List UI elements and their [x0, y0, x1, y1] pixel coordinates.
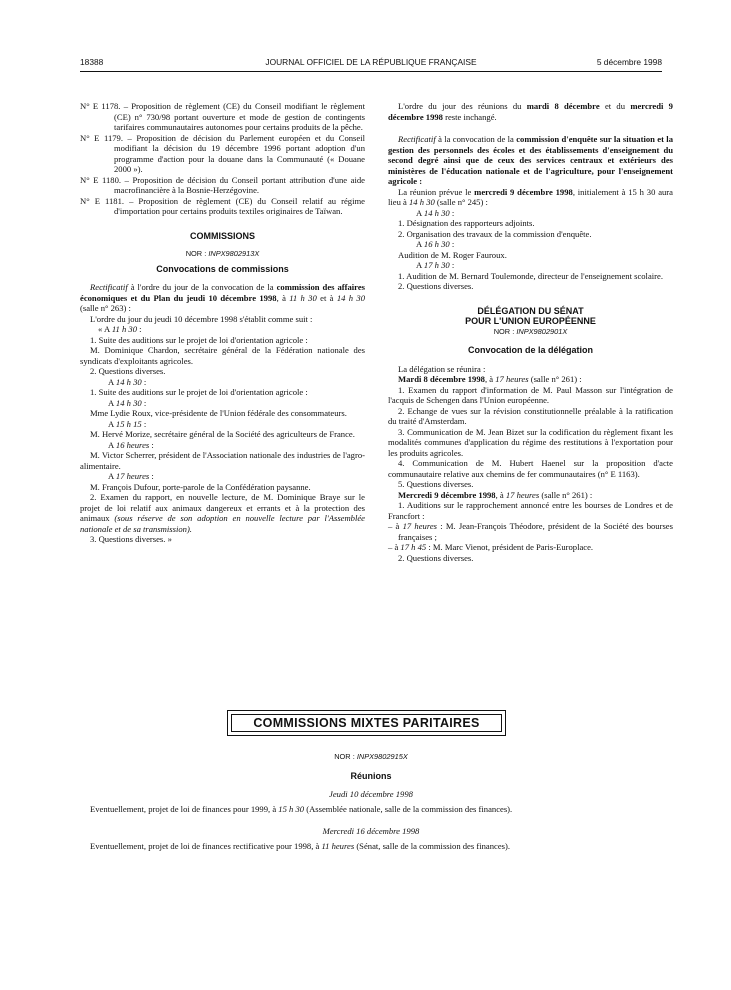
- paragraph: 2. Questions diverses.: [90, 366, 166, 376]
- paragraph: 1. Examen du rapport d'information de M. Paul Masson sur l'intégration de l'acquis de Schengen dans l'Union européenne.: [388, 384, 673, 405]
- list-item: – à 17 h 45 : M. Marc Vienot, président de Paris-Europlace.: [388, 542, 594, 552]
- paragraph: 2. Echange de vues sur la révision constitutionnelle préalable à la ratification du traité d'Amsterdam.: [388, 405, 673, 426]
- nor-reference: NOR : INPX9802915X: [334, 752, 408, 761]
- cmp-heading-box: [227, 710, 506, 736]
- rectificatif-paragraph: Rectificatif à la convocation de la commission d'enquête sur la situation et la gestion des personnels des écoles et des établissements d'enseignement du second degré ainsi que de ceux des services centraux et extérieurs des ministères de l'éducation nationale et de l'agriculture, pour l'enseignement agricole :: [388, 134, 673, 186]
- meeting-date: Mercredi 9 décembre 1998, à 17 heures (salle n° 261) :: [398, 489, 593, 500]
- paragraph: 1. Auditions sur le rapprochement annoncé entre les bourses de Londres et de Francfort :: [388, 500, 673, 521]
- page-number: 18388: [80, 57, 104, 67]
- issue-date: 5 décembre 1998: [596, 57, 662, 67]
- list-item: N° E 1179. – Proposition de décision du Parlement européen et du Conseil modifiant la décision du 19 décembre 1996 portant adoption d'un programme d'action pour la douane dans la Communauté (« Douane 2000 »).: [80, 132, 365, 174]
- subheading-convocations: Convocations de commissions: [156, 263, 289, 274]
- paragraph: 4. Communication de M. Hubert Haenel sur la proposition d'acte communautaire relative aux chemins de fer communautaires (n° E 1163).: [388, 458, 673, 479]
- left-column: [80, 101, 365, 545]
- paragraph: 3. Communication de M. Jean Bizet sur la codification du règlement fixant les modalités communes d'application du régime des restitutions à l'exportation pour les produits agricoles.: [388, 426, 673, 458]
- meeting-date: Jeudi 10 décembre 1998: [329, 789, 413, 799]
- time-heading: A 17 heures :: [108, 471, 154, 481]
- paragraph: M. François Dufour, porte-parole de la Confédération paysanne.: [90, 481, 311, 492]
- paragraph: 2. Questions diverses.: [398, 552, 474, 563]
- paragraph: 2. Organisation des travaux de la commission d'enquête.: [398, 228, 592, 239]
- section-heading-delegation: DÉLÉGATION DU SÉNAT POUR L'UNION EUROPÉENNE: [465, 305, 596, 326]
- time-heading: « A 11 h 30 :: [98, 324, 142, 334]
- paragraph: Mme Lydie Roux, vice-présidente de l'Union fédérale des consommateurs.: [90, 408, 347, 418]
- meeting-date: Mardi 8 décembre 1998, à 17 heures (salle n° 261) :: [398, 374, 582, 384]
- running-header: [80, 57, 662, 69]
- paragraph: La délégation se réunira :: [398, 363, 486, 374]
- paragraph: L'ordre du jour du jeudi 10 décembre 1998 s'établit comme suit :: [90, 313, 313, 324]
- nor-reference: NOR : INPX9802913X: [185, 249, 260, 258]
- right-column: [388, 101, 673, 563]
- time-heading: A 17 h 30 :: [416, 260, 455, 270]
- section-heading-commissions: COMMISSIONS: [189, 230, 255, 241]
- nor-reference: NOR : INPX9802901X: [493, 326, 568, 336]
- paragraph: 1. Suite des auditions sur le projet de loi d'orientation agricole :: [90, 387, 308, 397]
- meeting-date: Mercredi 16 décembre 1998: [322, 826, 420, 836]
- cmp-section: [80, 752, 662, 851]
- time-heading: A 16 heures :: [108, 439, 154, 450]
- paragraph: La réunion prévue le mercredi 9 décembre 1998, initialement à 15 h 30 aura lieu à 14 h 30 (salle n° 245) :: [388, 186, 673, 207]
- list-item: N° E 1181. – Proposition de règlement (CE) du Conseil relatif au régime d'importation pour certains produits textiles originaires de Taïwan.: [80, 195, 365, 216]
- rectificatif-paragraph: Rectificatif à l'ordre du jour de la convocation de la commission des affaires économiques et du Plan du jeudi 10 décembre 1998, à 11 h 30 et à 14 h 30 (salle n° 263) :: [80, 282, 366, 313]
- time-heading: A 16 h 30 :: [416, 239, 455, 249]
- list-item: – à 17 heures : M. Jean-François Théodore, président de la Société des bourses françaises ;: [388, 521, 673, 542]
- paragraph: Audition de M. Roger Fauroux.: [398, 249, 507, 260]
- paragraph: 2. Examen du rapport, en nouvelle lecture, de M. Dominique Braye sur le projet de loi relatif aux animaux dangereux et errants et à la protection des animaux (sous réserve de son adoption en nouvelle lecture par l'Assemblée nationale et de sa transmission).: [80, 492, 365, 534]
- paragraph: Eventuellement, projet de loi de finances rectificative pour 1998, à 11 heures (Sénat, salle de la commission des finances).: [90, 840, 511, 851]
- paragraph: M. Dominique Chardon, secrétaire général de la Fédération nationale des syndicats d'exploitants agricoles.: [80, 345, 365, 366]
- paragraph: 2. Questions diverses.: [398, 281, 474, 291]
- list-item: N° E 1180. – Proposition de décision du Conseil portant attribution d'une aide macrofinancière à la Bosnie-Herzégovine.: [80, 174, 365, 195]
- subheading-convocation-delegation: Convocation de la délégation: [467, 345, 593, 355]
- paragraph: 1. Audition de M. Bernard Toulemonde, directeur de l'enseignement scolaire.: [398, 270, 663, 281]
- paragraph: 3. Questions diverses. »: [90, 534, 172, 544]
- time-heading: A 14 h 30 :: [108, 397, 147, 408]
- paragraph: 1. Suite des auditions sur le projet de loi d'orientation agricole :: [90, 334, 308, 345]
- paragraph: M. Hervé Morize, secrétaire général de la Société des agriculteurs de France.: [90, 429, 355, 439]
- paragraph: 1. Désignation des rapporteurs adjoints.: [398, 218, 535, 228]
- subheading-reunions: Réunions: [350, 770, 392, 781]
- header-rule: [80, 71, 662, 72]
- journal-title: JOURNAL OFFICIEL DE LA RÉPUBLIQUE FRANÇAISE: [265, 57, 477, 67]
- paragraph: Eventuellement, projet de loi de finances pour 1999, à 15 h 30 (Assemblée nationale, salle de la commission des finances).: [90, 803, 513, 814]
- time-heading: A 14 h 30 :: [416, 207, 455, 218]
- paragraph: M. Victor Scherrer, président de l'Association nationale des industries de l'agro-alimentaire.: [80, 450, 365, 471]
- paragraph: L'ordre du jour des réunions du mardi 8 décembre et du mercredi 9 décembre 1998 reste inchangé.: [388, 101, 673, 122]
- paragraph: 5. Questions diverses.: [398, 479, 474, 489]
- cmp-heading: COMMISSIONS MIXTES PARITAIRES: [231, 714, 502, 732]
- time-heading: A 15 h 15 :: [108, 418, 147, 429]
- time-heading: A 14 h 30 :: [108, 376, 147, 387]
- list-item: N° E 1178. – Proposition de règlement (CE) du Conseil modifiant le règlement (CE) n° 730/98 portant ouverture et mode de gestion de contingents tarifaires communautaires autonomes pour certains produits de la pêche.: [80, 101, 365, 132]
